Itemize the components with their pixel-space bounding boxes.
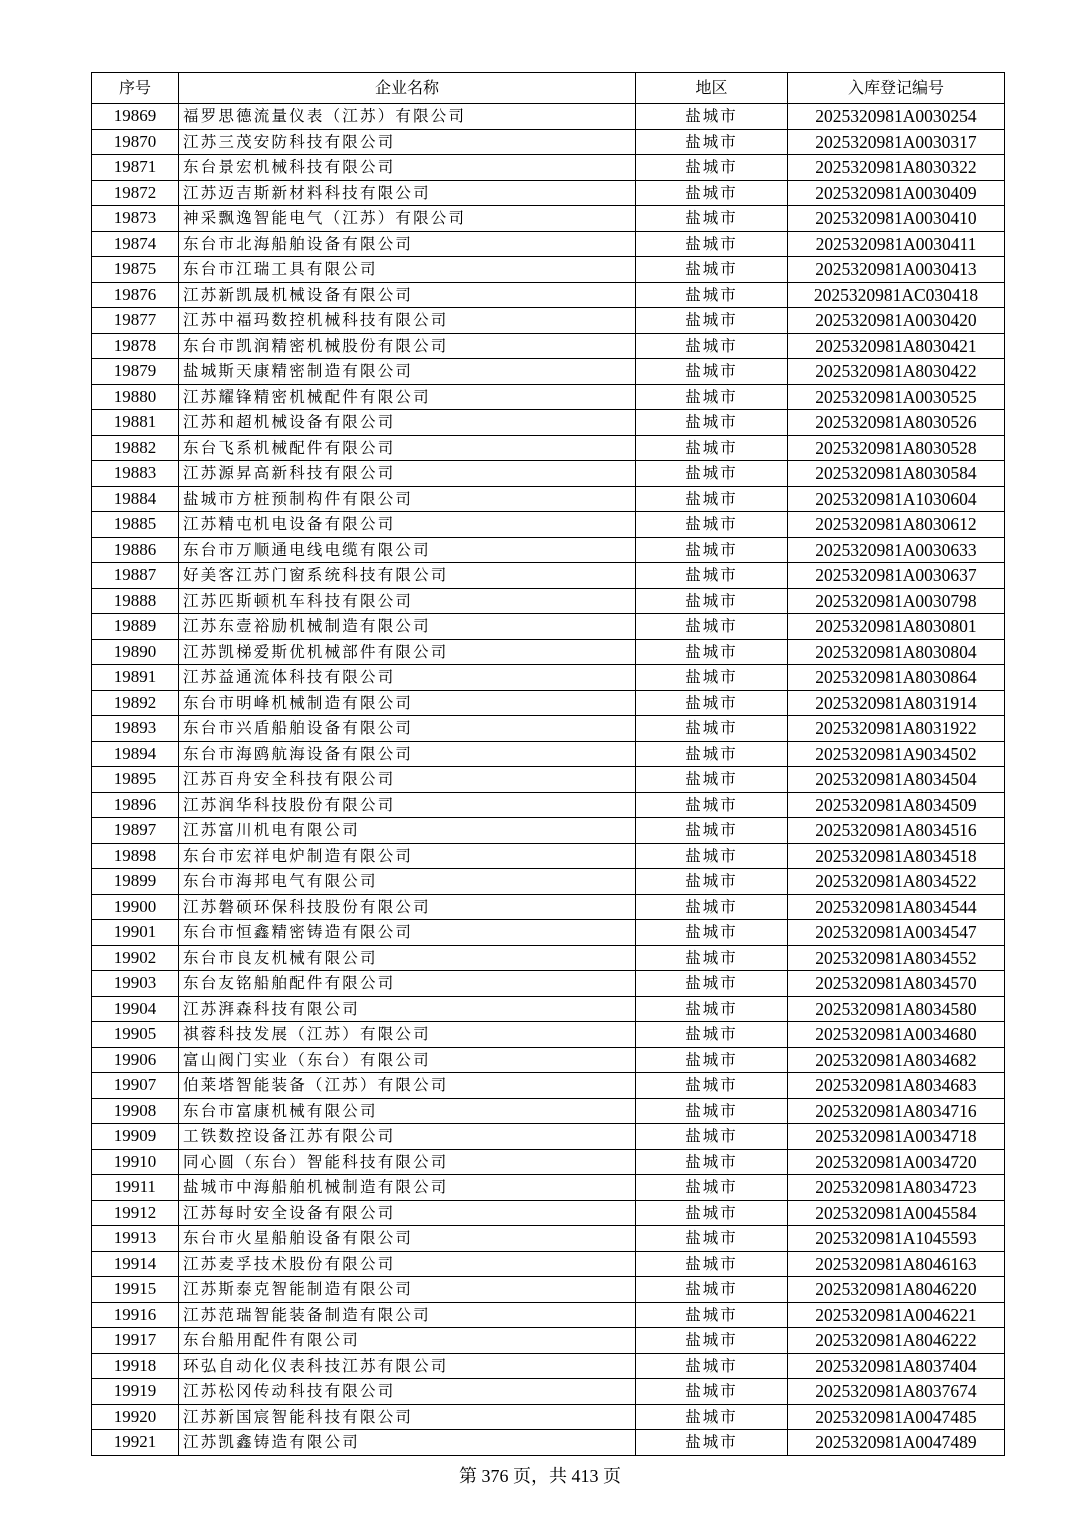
registration-number-cell: 2025320981A8034504 (788, 767, 1005, 793)
region-cell: 盐城市 (636, 665, 788, 691)
table-row (92, 486, 1005, 512)
registration-number-cell: 2025320981A8034522 (788, 869, 1005, 895)
table-row (92, 869, 1005, 895)
registration-number-cell: 2025320981A0030411 (788, 231, 1005, 257)
company-name-cell: 东台飞系机械配件有限公司 (179, 435, 636, 461)
company-name-cell: 江苏东壹裕励机械制造有限公司 (179, 614, 636, 640)
region-cell: 盐城市 (636, 206, 788, 232)
header-registration-number: 入库登记编号 (788, 73, 1005, 104)
serial-number-cell: 19913 (92, 1226, 179, 1252)
serial-number-cell: 19870 (92, 129, 179, 155)
region-cell: 盐城市 (636, 971, 788, 997)
region-cell: 盐城市 (636, 1353, 788, 1379)
region-cell: 盐城市 (636, 818, 788, 844)
serial-number-cell: 19895 (92, 767, 179, 793)
region-cell: 盐城市 (636, 920, 788, 946)
region-cell: 盐城市 (636, 333, 788, 359)
table-row (92, 512, 1005, 538)
region-cell: 盐城市 (636, 461, 788, 487)
registration-number-cell: 2025320981A8034516 (788, 818, 1005, 844)
registration-number-cell: 2025320981A8030804 (788, 639, 1005, 665)
serial-number-cell: 19919 (92, 1379, 179, 1405)
table-row (92, 104, 1005, 130)
region-cell: 盐城市 (636, 690, 788, 716)
company-name-cell: 东台市兴盾船舶设备有限公司 (179, 716, 636, 742)
region-cell: 盐城市 (636, 1175, 788, 1201)
table-row (92, 1073, 1005, 1099)
registration-number-cell: 2025320981A8030801 (788, 614, 1005, 640)
company-name-cell: 东台市火星船舶设备有限公司 (179, 1226, 636, 1252)
table-row (92, 1353, 1005, 1379)
company-name-cell: 东台市明峰机械制造有限公司 (179, 690, 636, 716)
table-row (92, 435, 1005, 461)
region-cell: 盐城市 (636, 1098, 788, 1124)
company-name-cell: 江苏湃森科技有限公司 (179, 996, 636, 1022)
region-cell: 盐城市 (636, 894, 788, 920)
region-cell: 盐城市 (636, 1328, 788, 1354)
table-row (92, 1430, 1005, 1456)
region-cell: 盐城市 (636, 231, 788, 257)
region-cell: 盐城市 (636, 1277, 788, 1303)
serial-number-cell: 19891 (92, 665, 179, 691)
registration-number-cell: 2025320981A8030421 (788, 333, 1005, 359)
table-row (92, 1200, 1005, 1226)
registration-number-cell: 2025320981A0030409 (788, 180, 1005, 206)
registration-number-cell: 2025320981A8034570 (788, 971, 1005, 997)
company-name-cell: 江苏三茂安防科技有限公司 (179, 129, 636, 155)
registration-number-cell: 2025320981A8037404 (788, 1353, 1005, 1379)
region-cell: 盐城市 (636, 410, 788, 436)
company-name-cell: 江苏源昇高新科技有限公司 (179, 461, 636, 487)
serial-number-cell: 19887 (92, 563, 179, 589)
region-cell: 盐城市 (636, 563, 788, 589)
registration-number-cell: 2025320981A9034502 (788, 741, 1005, 767)
company-name-cell: 东台市海邦电气有限公司 (179, 869, 636, 895)
serial-number-cell: 19908 (92, 1098, 179, 1124)
registration-number-cell: 2025320981A1030604 (788, 486, 1005, 512)
table-row (92, 792, 1005, 818)
registration-number-cell: 2025320981A8034580 (788, 996, 1005, 1022)
region-cell: 盐城市 (636, 996, 788, 1022)
company-name-cell: 江苏和超机械设备有限公司 (179, 410, 636, 436)
table-row (92, 843, 1005, 869)
company-name-cell: 江苏磐硕环保科技股份有限公司 (179, 894, 636, 920)
company-name-cell: 江苏富川机电有限公司 (179, 818, 636, 844)
company-name-cell: 东台市良友机械有限公司 (179, 945, 636, 971)
table-row (92, 1175, 1005, 1201)
registration-number-cell: 2025320981A8030322 (788, 155, 1005, 181)
region-cell: 盐城市 (636, 869, 788, 895)
region-cell: 盐城市 (636, 180, 788, 206)
header-region: 地区 (636, 73, 788, 104)
region-cell: 盐城市 (636, 1379, 788, 1405)
company-name-cell: 东台市富康机械有限公司 (179, 1098, 636, 1124)
region-cell: 盐城市 (636, 741, 788, 767)
region-cell: 盐城市 (636, 308, 788, 334)
region-cell: 盐城市 (636, 359, 788, 385)
table-row (92, 1302, 1005, 1328)
company-name-cell: 江苏精屯机电设备有限公司 (179, 512, 636, 538)
table-row (92, 894, 1005, 920)
company-name-cell: 盐城斯天康精密制造有限公司 (179, 359, 636, 385)
serial-number-cell: 19892 (92, 690, 179, 716)
table-row (92, 1379, 1005, 1405)
region-cell: 盐城市 (636, 1047, 788, 1073)
registration-number-cell: 2025320981A8031914 (788, 690, 1005, 716)
registration-number-cell: 2025320981A8034723 (788, 1175, 1005, 1201)
table-row (92, 1124, 1005, 1150)
serial-number-cell: 19883 (92, 461, 179, 487)
region-cell: 盐城市 (636, 1430, 788, 1456)
serial-number-cell: 19901 (92, 920, 179, 946)
serial-number-cell: 19917 (92, 1328, 179, 1354)
company-name-cell: 江苏新国宸智能科技有限公司 (179, 1404, 636, 1430)
region-cell: 盐城市 (636, 716, 788, 742)
registration-number-cell: 2025320981A1045593 (788, 1226, 1005, 1252)
page-number-footer: 第 376 页，共 413 页 (459, 1466, 621, 1486)
table-row (92, 1047, 1005, 1073)
table-row (92, 333, 1005, 359)
region-cell: 盐城市 (636, 588, 788, 614)
table-row (92, 1022, 1005, 1048)
serial-number-cell: 19877 (92, 308, 179, 334)
registration-number-cell: 2025320981A0030410 (788, 206, 1005, 232)
registration-number-cell: 2025320981A0034720 (788, 1149, 1005, 1175)
table-row (92, 741, 1005, 767)
company-name-cell: 东台友铭船舶配件有限公司 (179, 971, 636, 997)
region-cell: 盐城市 (636, 639, 788, 665)
serial-number-cell: 19916 (92, 1302, 179, 1328)
registration-number-cell: 2025320981A8046163 (788, 1251, 1005, 1277)
registration-number-cell: 2025320981A8034682 (788, 1047, 1005, 1073)
region-cell: 盐城市 (636, 512, 788, 538)
table-row (92, 1277, 1005, 1303)
region-cell: 盐城市 (636, 537, 788, 563)
serial-number-cell: 19890 (92, 639, 179, 665)
region-cell: 盐城市 (636, 129, 788, 155)
region-cell: 盐城市 (636, 1251, 788, 1277)
serial-number-cell: 19921 (92, 1430, 179, 1456)
region-cell: 盐城市 (636, 1302, 788, 1328)
table-row (92, 1328, 1005, 1354)
table-row (92, 461, 1005, 487)
serial-number-cell: 19920 (92, 1404, 179, 1430)
registration-number-cell: 2025320981A0030413 (788, 257, 1005, 283)
company-name-cell: 江苏每时安全设备有限公司 (179, 1200, 636, 1226)
company-name-cell: 东台市江瑞工具有限公司 (179, 257, 636, 283)
table-row (92, 1149, 1005, 1175)
region-cell: 盐城市 (636, 843, 788, 869)
serial-number-cell: 19893 (92, 716, 179, 742)
table-row (92, 767, 1005, 793)
region-cell: 盐城市 (636, 614, 788, 640)
registration-number-cell: 2025320981A8030584 (788, 461, 1005, 487)
company-name-cell: 东台市万顺通电线电缆有限公司 (179, 537, 636, 563)
registration-number-cell: 2025320981A8034544 (788, 894, 1005, 920)
serial-number-cell: 19869 (92, 104, 179, 130)
company-name-cell: 江苏新凯晟机械设备有限公司 (179, 282, 636, 308)
serial-number-cell: 19874 (92, 231, 179, 257)
company-name-cell: 江苏松冈传动科技有限公司 (179, 1379, 636, 1405)
company-name-cell: 江苏耀锋精密机械配件有限公司 (179, 384, 636, 410)
table-row (92, 920, 1005, 946)
serial-number-cell: 19907 (92, 1073, 179, 1099)
table-row (92, 971, 1005, 997)
serial-number-cell: 19882 (92, 435, 179, 461)
table-row (92, 996, 1005, 1022)
registration-number-cell: 2025320981A0030637 (788, 563, 1005, 589)
company-name-cell: 江苏范瑞智能装备制造有限公司 (179, 1302, 636, 1328)
region-cell: 盐城市 (636, 104, 788, 130)
registration-number-cell: 2025320981A0047485 (788, 1404, 1005, 1430)
company-name-cell: 江苏益通流体科技有限公司 (179, 665, 636, 691)
registration-number-cell: 2025320981A8034509 (788, 792, 1005, 818)
registration-number-cell: 2025320981A8030528 (788, 435, 1005, 461)
table-row (92, 665, 1005, 691)
registration-number-cell: 2025320981A8030612 (788, 512, 1005, 538)
serial-number-cell: 19886 (92, 537, 179, 563)
table-row (92, 1226, 1005, 1252)
region-cell: 盐城市 (636, 767, 788, 793)
company-name-cell: 盐城市方桩预制构件有限公司 (179, 486, 636, 512)
table-row (92, 537, 1005, 563)
serial-number-cell: 19878 (92, 333, 179, 359)
company-name-cell: 江苏凯鑫铸造有限公司 (179, 1430, 636, 1456)
serial-number-cell: 19873 (92, 206, 179, 232)
table-row (92, 818, 1005, 844)
table-row (92, 1251, 1005, 1277)
registration-number-cell: 2025320981A8030422 (788, 359, 1005, 385)
registration-number-cell: 2025320981A8030526 (788, 410, 1005, 436)
table-row (92, 1098, 1005, 1124)
region-cell: 盐城市 (636, 945, 788, 971)
table-row (92, 308, 1005, 334)
table-row (92, 180, 1005, 206)
company-name-cell: 东台景宏机械科技有限公司 (179, 155, 636, 181)
table-row (92, 563, 1005, 589)
region-cell: 盐城市 (636, 1022, 788, 1048)
table-row (92, 410, 1005, 436)
registration-number-cell: 2025320981A0030633 (788, 537, 1005, 563)
serial-number-cell: 19905 (92, 1022, 179, 1048)
table-row (92, 206, 1005, 232)
region-cell: 盐城市 (636, 1200, 788, 1226)
table-row (92, 282, 1005, 308)
table-row (92, 384, 1005, 410)
serial-number-cell: 19885 (92, 512, 179, 538)
serial-number-cell: 19906 (92, 1047, 179, 1073)
region-cell: 盐城市 (636, 155, 788, 181)
company-name-cell: 江苏润华科技股份有限公司 (179, 792, 636, 818)
table-row (92, 129, 1005, 155)
registration-number-cell: 2025320981A8031922 (788, 716, 1005, 742)
header-serial-number: 序号 (92, 73, 179, 104)
serial-number-cell: 19880 (92, 384, 179, 410)
company-name-cell: 东台市宏祥电炉制造有限公司 (179, 843, 636, 869)
registration-number-cell: 2025320981A0034547 (788, 920, 1005, 946)
serial-number-cell: 19900 (92, 894, 179, 920)
company-name-cell: 江苏中福玛数控机械科技有限公司 (179, 308, 636, 334)
company-name-cell: 东台市凯润精密机械股份有限公司 (179, 333, 636, 359)
serial-number-cell: 19918 (92, 1353, 179, 1379)
enterprise-registry-table (91, 72, 1005, 1456)
table-header-row (92, 73, 1005, 104)
serial-number-cell: 19910 (92, 1149, 179, 1175)
table-row (92, 614, 1005, 640)
registration-number-cell: 2025320981A0030525 (788, 384, 1005, 410)
company-name-cell: 富山阀门实业（东台）有限公司 (179, 1047, 636, 1073)
company-name-cell: 江苏麦孚技术股份有限公司 (179, 1251, 636, 1277)
region-cell: 盐城市 (636, 1404, 788, 1430)
registration-number-cell: 2025320981A0034718 (788, 1124, 1005, 1150)
table-row (92, 155, 1005, 181)
registration-number-cell: 2025320981A8034552 (788, 945, 1005, 971)
serial-number-cell: 19896 (92, 792, 179, 818)
company-name-cell: 神采飘逸智能电气（江苏）有限公司 (179, 206, 636, 232)
table-row (92, 639, 1005, 665)
serial-number-cell: 19904 (92, 996, 179, 1022)
registration-number-cell: 2025320981A8046220 (788, 1277, 1005, 1303)
table-row (92, 690, 1005, 716)
company-name-cell: 环弘自动化仪表科技江苏有限公司 (179, 1353, 636, 1379)
serial-number-cell: 19894 (92, 741, 179, 767)
serial-number-cell: 19875 (92, 257, 179, 283)
registration-number-cell: 2025320981A8030864 (788, 665, 1005, 691)
registration-number-cell: 2025320981A0045584 (788, 1200, 1005, 1226)
serial-number-cell: 19872 (92, 180, 179, 206)
serial-number-cell: 19899 (92, 869, 179, 895)
header-company-name: 企业名称 (179, 73, 636, 104)
company-name-cell: 东台市海鸥航海设备有限公司 (179, 741, 636, 767)
serial-number-cell: 19914 (92, 1251, 179, 1277)
company-name-cell: 东台市北海船舶设备有限公司 (179, 231, 636, 257)
region-cell: 盐城市 (636, 384, 788, 410)
serial-number-cell: 19879 (92, 359, 179, 385)
registration-number-cell: 2025320981A0034680 (788, 1022, 1005, 1048)
serial-number-cell: 19876 (92, 282, 179, 308)
region-cell: 盐城市 (636, 1149, 788, 1175)
region-cell: 盐城市 (636, 1073, 788, 1099)
serial-number-cell: 19871 (92, 155, 179, 181)
company-name-cell: 东台市恒鑫精密铸造有限公司 (179, 920, 636, 946)
registration-number-cell: 2025320981A0030254 (788, 104, 1005, 130)
company-name-cell: 东台船用配件有限公司 (179, 1328, 636, 1354)
registration-number-cell: 2025320981A0030317 (788, 129, 1005, 155)
registration-number-cell: 2025320981A0030420 (788, 308, 1005, 334)
company-name-cell: 工铁数控设备江苏有限公司 (179, 1124, 636, 1150)
table-row (92, 257, 1005, 283)
serial-number-cell: 19884 (92, 486, 179, 512)
company-name-cell: 祺蓉科技发展（江苏）有限公司 (179, 1022, 636, 1048)
region-cell: 盐城市 (636, 282, 788, 308)
registration-number-cell: 2025320981A0046221 (788, 1302, 1005, 1328)
table-row (92, 945, 1005, 971)
region-cell: 盐城市 (636, 257, 788, 283)
table-row (92, 716, 1005, 742)
region-cell: 盐城市 (636, 1226, 788, 1252)
registration-number-cell: 2025320981A8034716 (788, 1098, 1005, 1124)
registration-number-cell: 2025320981A0030798 (788, 588, 1005, 614)
registration-number-cell: 2025320981A8034683 (788, 1073, 1005, 1099)
company-name-cell: 江苏匹斯顿机车科技有限公司 (179, 588, 636, 614)
serial-number-cell: 19888 (92, 588, 179, 614)
serial-number-cell: 19902 (92, 945, 179, 971)
company-name-cell: 伯莱塔智能装备（江苏）有限公司 (179, 1073, 636, 1099)
serial-number-cell: 19897 (92, 818, 179, 844)
company-name-cell: 同心圆（东台）智能科技有限公司 (179, 1149, 636, 1175)
table-row (92, 231, 1005, 257)
company-name-cell: 好美客江苏门窗系统科技有限公司 (179, 563, 636, 589)
serial-number-cell: 19889 (92, 614, 179, 640)
registration-number-cell: 2025320981AC030418 (788, 282, 1005, 308)
region-cell: 盐城市 (636, 486, 788, 512)
company-name-cell: 盐城市中海船舶机械制造有限公司 (179, 1175, 636, 1201)
serial-number-cell: 19911 (92, 1175, 179, 1201)
company-name-cell: 江苏斯泰克智能制造有限公司 (179, 1277, 636, 1303)
region-cell: 盐城市 (636, 435, 788, 461)
region-cell: 盐城市 (636, 792, 788, 818)
registration-number-cell: 2025320981A8034518 (788, 843, 1005, 869)
company-name-cell: 江苏凯梯爱斯优机械部件有限公司 (179, 639, 636, 665)
registration-number-cell: 2025320981A8037674 (788, 1379, 1005, 1405)
serial-number-cell: 19881 (92, 410, 179, 436)
registration-number-cell: 2025320981A8046222 (788, 1328, 1005, 1354)
table-row (92, 588, 1005, 614)
serial-number-cell: 19915 (92, 1277, 179, 1303)
company-name-cell: 江苏百舟安全科技有限公司 (179, 767, 636, 793)
serial-number-cell: 19912 (92, 1200, 179, 1226)
serial-number-cell: 19898 (92, 843, 179, 869)
table-row (92, 359, 1005, 385)
company-name-cell: 江苏迈吉斯新材料科技有限公司 (179, 180, 636, 206)
table-row (92, 1404, 1005, 1430)
registration-number-cell: 2025320981A0047489 (788, 1430, 1005, 1456)
region-cell: 盐城市 (636, 1124, 788, 1150)
company-name-cell: 福罗思德流量仪表（江苏）有限公司 (179, 104, 636, 130)
serial-number-cell: 19909 (92, 1124, 179, 1150)
serial-number-cell: 19903 (92, 971, 179, 997)
